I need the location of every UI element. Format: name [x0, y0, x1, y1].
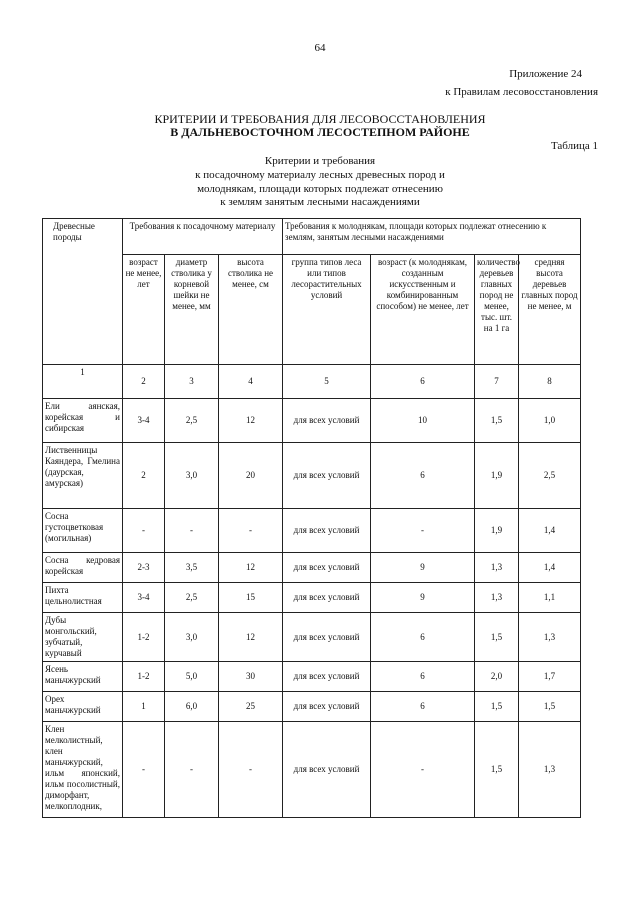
cell-count: 1,9: [475, 443, 519, 509]
cell-age: 2: [123, 443, 165, 509]
cell-count: 1,5: [475, 722, 519, 818]
column-number: 3: [165, 365, 219, 399]
cell-young-age: 6: [371, 613, 475, 662]
header-avg-height: средняя высота деревьев главных пород не менее, м: [519, 255, 581, 365]
cell-forest-type: для всех условий: [283, 613, 371, 662]
cell-age: 1-2: [123, 613, 165, 662]
cell-species: Клен мелколистный, клен маньчжурский, ильм японский, ильм посолистный, диморфант, мелкоплодник,: [43, 722, 123, 818]
table-row: [43, 399, 581, 443]
cell-avg-height: 1,3: [519, 613, 581, 662]
cell-avg-height: 1,1: [519, 583, 581, 613]
table-subtitle-line: молоднякам, площади которых подлежат отнесению: [197, 183, 443, 195]
cell-count: 1,5: [475, 692, 519, 722]
table-row: [43, 692, 581, 722]
header-count: количество деревьев главных пород не менее, тыс. шт. на 1 га: [475, 255, 519, 365]
header-height: высота стволика не менее, см: [219, 255, 283, 365]
cell-count: 1,5: [475, 613, 519, 662]
cell-avg-height: 1,5: [519, 692, 581, 722]
column-number: 2: [123, 365, 165, 399]
cell-forest-type: для всех условий: [283, 509, 371, 553]
header-group-planting-material: Требования к посадочному материалу: [123, 219, 283, 255]
criteria-table: [42, 218, 581, 818]
cell-forest-type: для всех условий: [283, 692, 371, 722]
cell-young-age: -: [371, 509, 475, 553]
cell-diameter: -: [165, 509, 219, 553]
table-row: [43, 443, 581, 509]
cell-diameter: -: [165, 722, 219, 818]
cell-young-age: 6: [371, 692, 475, 722]
cell-forest-type: для всех условий: [283, 399, 371, 443]
cell-avg-height: 1,0: [519, 399, 581, 443]
header-diameter: диаметр стволика у корневой шейки не менее, мм: [165, 255, 219, 365]
cell-height: 12: [219, 399, 283, 443]
cell-diameter: 5,0: [165, 662, 219, 692]
table-row: [43, 509, 581, 553]
cell-height: -: [219, 509, 283, 553]
table-row: [43, 722, 581, 818]
document-title-region: В ДАЛЬНЕВОСТОЧНОМ ЛЕСОСТЕПНОМ РАЙОНЕ: [170, 125, 470, 139]
cell-species: Лиственницы Каяндера, Гмелина (даурская, амурская): [43, 443, 123, 509]
cell-avg-height: 1,4: [519, 553, 581, 583]
column-number: 6: [371, 365, 475, 399]
header-age: возраст не менее, лет: [123, 255, 165, 365]
document-title: КРИТЕРИИ И ТРЕБОВАНИЯ ДЛЯ ЛЕСОВОССТАНОВЛЕНИЯ: [154, 112, 486, 126]
page-number: 64: [314, 42, 326, 54]
table-label: Таблица 1: [550, 140, 598, 152]
table-row: [43, 662, 581, 692]
cell-count: 2,0: [475, 662, 519, 692]
header-forest-type: группа типов леса или типов лесорастительных условий: [283, 255, 371, 365]
table-subtitle-line: к посадочному материалу лесных древесных пород и: [195, 169, 445, 181]
cell-forest-type: для всех условий: [283, 722, 371, 818]
cell-age: 3-4: [123, 583, 165, 613]
cell-species: Сосна кедровая корейская: [43, 553, 123, 583]
cell-height: 20: [219, 443, 283, 509]
cell-age: -: [123, 509, 165, 553]
table-subtitle-line: Критерии и требования: [264, 155, 376, 167]
cell-species: Сосна густоцветковая (могильная): [43, 509, 123, 553]
cell-avg-height: 1,3: [519, 722, 581, 818]
cell-young-age: 6: [371, 662, 475, 692]
cell-species: Дубы монгольский, зубчатый, курчавый: [43, 613, 123, 662]
annex-reference: к Правилам лесовосстановления: [445, 86, 598, 98]
cell-count: 1,5: [475, 399, 519, 443]
cell-age: 1: [123, 692, 165, 722]
cell-height: -: [219, 722, 283, 818]
cell-count: 1,3: [475, 553, 519, 583]
cell-avg-height: 1,7: [519, 662, 581, 692]
column-number: 1: [43, 365, 123, 399]
header-young-age: возраст (к молоднякам, созданным искусственным и комбинированным способом) не менее, лет: [371, 255, 475, 365]
cell-height: 30: [219, 662, 283, 692]
column-number: 5: [283, 365, 371, 399]
cell-count: 1,9: [475, 509, 519, 553]
cell-species: Ели аянская, корейская и сибирская: [43, 399, 123, 443]
cell-age: 3-4: [123, 399, 165, 443]
table-row: [43, 553, 581, 583]
cell-age: 1-2: [123, 662, 165, 692]
cell-forest-type: для всех условий: [283, 553, 371, 583]
header-species: Древесные породы: [43, 219, 123, 365]
cell-species: Орех маньчжурский: [43, 692, 123, 722]
cell-diameter: 3,0: [165, 443, 219, 509]
cell-young-age: 6: [371, 443, 475, 509]
cell-young-age: -: [371, 722, 475, 818]
cell-young-age: 9: [371, 583, 475, 613]
cell-forest-type: для всех условий: [283, 443, 371, 509]
cell-age: -: [123, 722, 165, 818]
cell-species: Пихта цельнолистная: [43, 583, 123, 613]
header-group-young-stands: Требования к молоднякам, площади которых подлежат отнесению к землям, занятым лесными насаждениями: [283, 219, 581, 255]
cell-diameter: 2,5: [165, 583, 219, 613]
cell-age: 2-3: [123, 553, 165, 583]
cell-height: 15: [219, 583, 283, 613]
cell-height: 12: [219, 613, 283, 662]
cell-species: Ясень маньчжурский: [43, 662, 123, 692]
table-subtitle-line: к землям занятым лесными насаждениями: [220, 196, 420, 208]
cell-young-age: 10: [371, 399, 475, 443]
cell-diameter: 2,5: [165, 399, 219, 443]
column-number: 7: [475, 365, 519, 399]
cell-height: 12: [219, 553, 283, 583]
cell-diameter: 3,0: [165, 613, 219, 662]
table-row: [43, 583, 581, 613]
cell-forest-type: для всех условий: [283, 662, 371, 692]
cell-count: 1,3: [475, 583, 519, 613]
cell-diameter: 3,5: [165, 553, 219, 583]
cell-avg-height: 2,5: [519, 443, 581, 509]
annex-number: Приложение 24: [509, 68, 582, 80]
cell-avg-height: 1,4: [519, 509, 581, 553]
cell-forest-type: для всех условий: [283, 583, 371, 613]
table-row: [43, 613, 581, 662]
cell-young-age: 9: [371, 553, 475, 583]
column-number: 8: [519, 365, 581, 399]
cell-height: 25: [219, 692, 283, 722]
column-number: 4: [219, 365, 283, 399]
cell-diameter: 6,0: [165, 692, 219, 722]
